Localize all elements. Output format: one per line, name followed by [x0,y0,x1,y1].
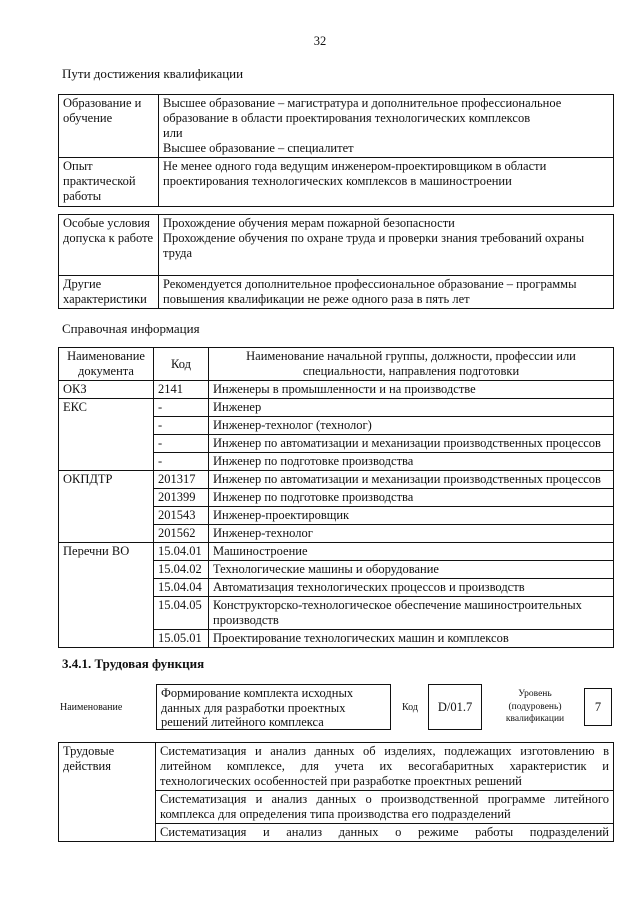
code-cell: 15.05.01 [154,630,209,648]
function-heading: 3.4.1. Трудовая функция [62,656,205,671]
action-item: Систематизация и анализ данных об изделиях, подлежащих изготовлению в литейном комплексе, для учета их весогабаритных характеристик и технологических особенностей при разработке проектных решений [156,743,614,791]
name-cell: Инженер-технолог [209,525,614,543]
doc-cell: ОКЗ [59,381,154,399]
row-value: Прохождение обучения мерам пожарной безопасности Прохождение обучения по охране труда и проверки знания требований охраны труда [159,215,614,276]
table-row [59,158,614,207]
code-cell: - [154,399,209,417]
reference-heading: Справочная информация [62,321,200,336]
level-label: Уровень (подуровень) квалификации [505,689,565,724]
row-label: Другие характеристики [59,276,159,309]
function-name-value: Формирование комплекта исходных данных для разработки проектных решений литейного комплекса [161,686,354,729]
row-label: Образование и обучение [59,95,159,158]
code-cell: 15.04.01 [154,543,209,561]
code-cell: 201317 [154,471,209,489]
action-item: Систематизация и анализ данных о режиме работы подразделений [156,824,614,842]
header-name: Наименование начальной группы, должности, профессии или специальности, направления подготовки [209,348,614,381]
name-cell: Технологические машины и оборудование [209,561,614,579]
table-row [59,399,614,417]
code-cell: 15.04.05 [154,597,209,630]
header-code: Код [154,348,209,381]
level-box [584,688,612,726]
name-cell: Инженер по подготовке производства [209,489,614,507]
table-header-row [59,348,614,381]
row-label: Опыт практической работы [59,158,159,207]
name-cell: Инженер-технолог (технолог) [209,417,614,435]
doc-cell: ЕКС [59,399,154,471]
function-name-label: Наименование [60,702,123,713]
row-value: Рекомендуется дополнительное профессиональное образование – программы повышения квалификации не реже одного раза в пять лет [159,276,614,309]
level-value: 7 [594,699,602,714]
name-cell: Проектирование технологических машин и комплексов [209,630,614,648]
reference-table [58,347,614,648]
code-cell: - [154,453,209,471]
code-value: D/01.7 [437,699,473,714]
code-cell: 15.04.02 [154,561,209,579]
action-item: Систематизация и анализ данных о производственной программе литейного комплекса для определения типа производства его подразделений [156,791,614,824]
conditions-table [58,214,614,309]
row-value: Высшее образование – магистратура и дополнительное профессиональное образование в области проектирования технологических комплексов или Высшее образование – специалитет [159,95,614,158]
actions-label: Трудовые действия [59,743,156,842]
table-row [59,471,614,489]
doc-cell: ОКПДТР [59,471,154,543]
code-cell: 15.04.04 [154,579,209,597]
pathways-heading: Пути достижения квалификации [62,66,244,81]
name-cell: Инженеры в промышленности и на производстве [209,381,614,399]
page-number: 32 [313,34,327,48]
code-box [428,684,482,730]
name-cell: Инженер по автоматизации и механизации производственных процессов [209,471,614,489]
doc-cell: Перечни ВО [59,543,154,648]
labor-actions-table [58,742,614,842]
table-row [59,276,614,309]
table-row [59,543,614,561]
name-cell: Инженер [209,399,614,417]
code-cell: 201399 [154,489,209,507]
table-row [59,381,614,399]
code-cell: 201562 [154,525,209,543]
function-name-box [156,684,391,730]
table-row [59,743,614,791]
name-cell: Инженер по подготовке производства [209,453,614,471]
row-label: Особые условия допуска к работе [59,215,159,276]
table-row [59,215,614,276]
code-cell: - [154,417,209,435]
table-row [59,95,614,158]
name-cell: Инженер по автоматизации и механизации производственных процессов [209,435,614,453]
name-cell: Инженер-проектировщик [209,507,614,525]
code-label: Код [402,702,418,713]
name-cell: Автоматизация технологических процессов и производств [209,579,614,597]
code-cell: - [154,435,209,453]
name-cell: Машиностроение [209,543,614,561]
code-cell: 2141 [154,381,209,399]
name-cell: Конструкторско-технологическое обеспечение машиностроительных производств [209,597,614,630]
qualification-pathways-table [58,94,614,207]
header-document: Наименование документа [59,348,154,381]
code-cell: 201543 [154,507,209,525]
row-value: Не менее одного года ведущим инженером-проектировщиком в области проектирования технологических комплексов в машиностроении [159,158,614,207]
